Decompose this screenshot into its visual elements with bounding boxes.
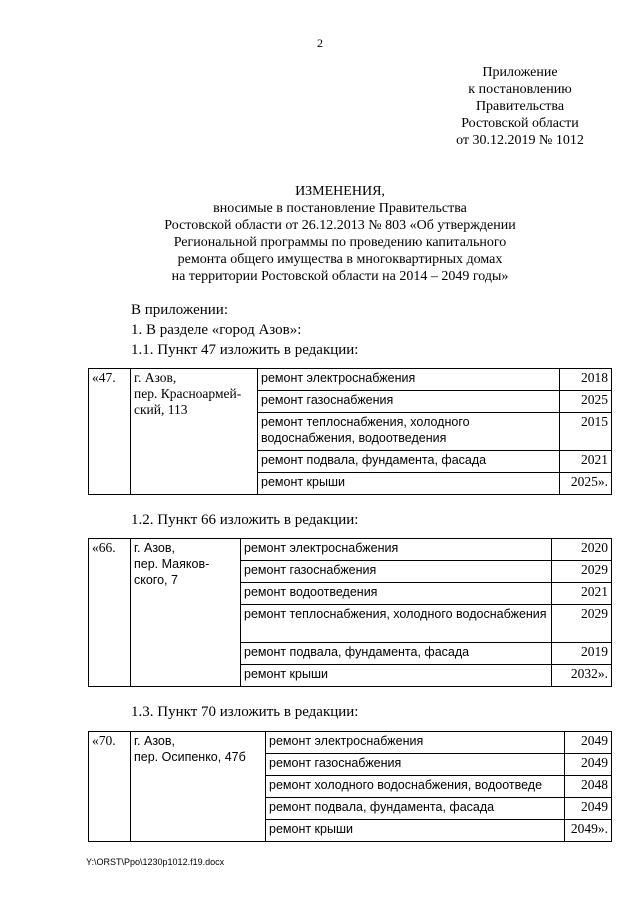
year-cell: 2021 <box>560 451 612 473</box>
appendix-line: от 30.12.2019 № 1012 <box>456 133 584 148</box>
year-cell: 2018 <box>560 369 612 391</box>
work-cell: ремонт газоснабжения <box>266 754 565 776</box>
address-line: ский, 113 <box>134 402 188 417</box>
work-cell: ремонт теплоснабжения, холодного водоснабжения <box>241 605 552 643</box>
year-cell: 2025 <box>560 391 612 413</box>
year-cell: 2049». <box>565 820 612 842</box>
work-cell: ремонт холодного водоснабжения, водоотведе <box>266 776 565 798</box>
appendix-line: к постановлению <box>468 82 572 97</box>
address-line: г. Азов, <box>134 370 177 385</box>
address-line: пер. Осипенко, 47б <box>134 750 246 764</box>
item-number: «66. <box>89 539 131 687</box>
work-cell: ремонт электроснабжения <box>258 369 560 391</box>
appendix-line: Правительства <box>475 99 565 114</box>
address-line: пер. Красноармей- <box>134 386 242 401</box>
page-number: 2 <box>317 36 323 50</box>
year-cell: 2049 <box>565 798 612 820</box>
work-cell: ремонт подвала, фундамента, фасада <box>241 643 552 665</box>
year-cell: 2021 <box>552 583 612 605</box>
address-cell <box>131 732 266 842</box>
work-cell: ремонт теплоснабжения, холодного водоснабжения, водоотведения <box>258 413 560 451</box>
item-number: «70. <box>89 732 131 842</box>
work-cell: ремонт электроснабжения <box>266 732 565 754</box>
work-cell: ремонт крыши <box>258 473 560 495</box>
year-cell: 2029 <box>552 605 612 643</box>
address-line: ского, 7 <box>134 573 178 587</box>
year-cell: 2015 <box>560 413 612 451</box>
heading-line: Ростовской области от 26.12.2013 № 803 «Об утверждении <box>164 218 516 233</box>
intro-line: В приложении: <box>131 302 228 318</box>
section-caption: 1.2. Пункт 66 изложить в редакции: <box>131 512 359 528</box>
year-cell: 2048 <box>565 776 612 798</box>
heading-title: ИЗМЕНЕНИЯ, <box>295 184 385 199</box>
address-line: г. Азов, <box>134 541 175 555</box>
year-cell: 2049 <box>565 754 612 776</box>
address-cell <box>131 539 241 687</box>
work-cell: ремонт подвала, фундамента, фасада <box>266 798 565 820</box>
document-heading <box>120 183 560 285</box>
address-cell <box>131 369 258 495</box>
work-cell: ремонт водоотведения <box>241 583 552 605</box>
work-cell: ремонт крыши <box>241 665 552 687</box>
year-cell: 2032». <box>552 665 612 687</box>
program-table-70 <box>88 731 612 842</box>
heading-line: на территории Ростовской области на 2014 – 2049 годы» <box>171 269 509 284</box>
section-caption: 1.1. Пункт 47 изложить в редакции: <box>131 342 359 358</box>
address-line: пер. Маяков- <box>134 557 210 571</box>
work-cell: ремонт подвала, фундамента, фасада <box>258 451 560 473</box>
year-cell: 2025». <box>560 473 612 495</box>
heading-line: вносимые в постановление Правительства <box>213 201 467 216</box>
work-cell: ремонт газоснабжения <box>258 391 560 413</box>
intro-line: 1. В разделе «город Азов»: <box>131 322 302 338</box>
work-cell: ремонт электроснабжения <box>241 539 552 561</box>
work-cell: ремонт крыши <box>266 820 565 842</box>
item-number: «47. <box>89 369 131 495</box>
work-cell: ремонт газоснабжения <box>241 561 552 583</box>
appendix-line: Ростовской области <box>461 116 579 131</box>
program-table-66 <box>88 538 612 687</box>
heading-line: Региональной программы по проведению капитального <box>173 235 507 250</box>
program-table-47 <box>88 368 612 495</box>
address-line: г. Азов, <box>134 734 175 748</box>
section-caption: 1.3. Пункт 70 изложить в редакции: <box>131 704 359 720</box>
year-cell: 2019 <box>552 643 612 665</box>
year-cell: 2049 <box>565 732 612 754</box>
appendix-block <box>430 64 610 149</box>
year-cell: 2029 <box>552 561 612 583</box>
file-path-footer: Y:\ORST\Ppo\1230p1012.f19.docx <box>86 857 225 867</box>
appendix-line: Приложение <box>482 65 558 80</box>
heading-line: ремонта общего имущества в многоквартирных домах <box>177 252 503 267</box>
year-cell: 2020 <box>552 539 612 561</box>
